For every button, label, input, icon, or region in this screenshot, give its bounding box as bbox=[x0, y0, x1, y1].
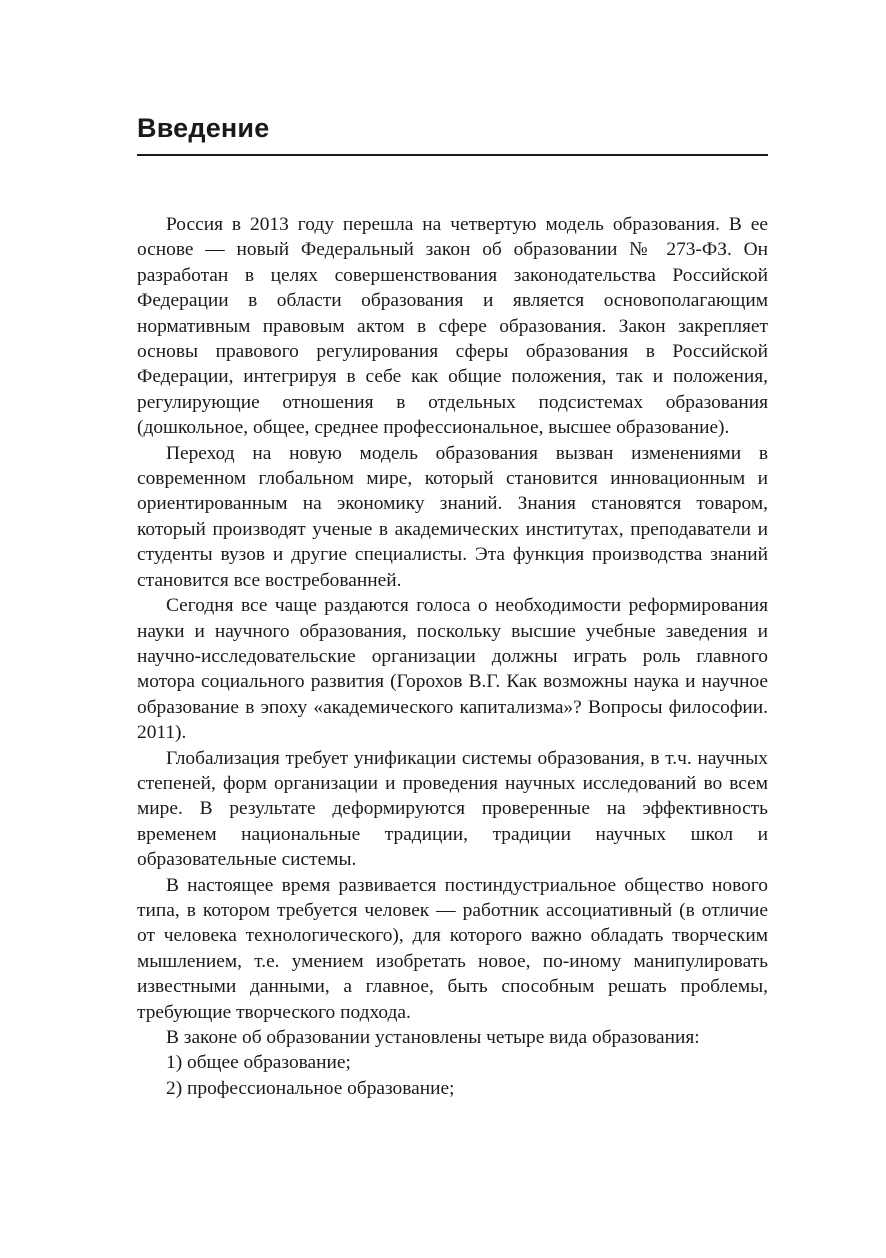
body-text bbox=[137, 212, 768, 1101]
paragraph: В настоящее время развивается постиндустриальное общество нового типа, в котором требуется человек — работник ассоциативный (в отличие от человека технологического), для которого важно обладать творческим мышлением, т.е. умением изобретать новое, по-иному манипулировать известными данными, а главное, быть способным решать проблемы, требующие творческого подхода. bbox=[137, 874, 768, 1023]
paragraph: В законе об образовании установлены четыре вида образования: bbox=[166, 1027, 700, 1048]
paragraph: Сегодня все чаще раздаются голоса о необходимости реформирования науки и научного образования, поскольку высшие учебные заведения и научно-исследовательские организации должны играть роль главного мотора социального развития (Горохов В.Г. Как возможны наука и научное образование в эпоху «академического капитализма»? Вопросы философии. 2011). bbox=[137, 595, 768, 744]
list-item: 1) общее образование; bbox=[166, 1052, 351, 1074]
chapter-title: Введение bbox=[137, 113, 270, 143]
list-item: 2) профессиональное образование; bbox=[166, 1077, 455, 1099]
title-divider bbox=[137, 154, 768, 156]
paragraph: Переход на новую модель образования вызван изменениями в современном глобальном мире, который становится инновационным и ориентированным на экономику знаний. Знания становятся товаром, который производят ученые в академических институтах, преподаватели и студенты вузов и другие специалисты. Эта функция производства знаний становится все востребованней. bbox=[137, 442, 768, 591]
paragraph: Глобализация требует унификации системы образования, в т.ч. научных степеней, форм организации и проведения научных исследований во всем мире. В результате деформируются проверенные на эффективность временем национальные традиции, традиции научных школ и образовательные системы. bbox=[137, 747, 768, 871]
paragraph: Россия в 2013 году перешла на четвертую модель образования. В ее основе — новый Федеральный закон об образовании № 273-ФЗ. Он разработан в целях совершенствования законодательства Российской Федерации в области образования и является основополагающим нормативным правовым актом в сфере образования. Закон закрепляет основы правового регулирования сферы образования в Российской Федерации, интегрируя в себе как общие положения, так и положения, регулирующие отношения в отдельных подсистемах образования (дошкольное, общее, среднее профессиональное, высшее образование). bbox=[137, 214, 768, 439]
